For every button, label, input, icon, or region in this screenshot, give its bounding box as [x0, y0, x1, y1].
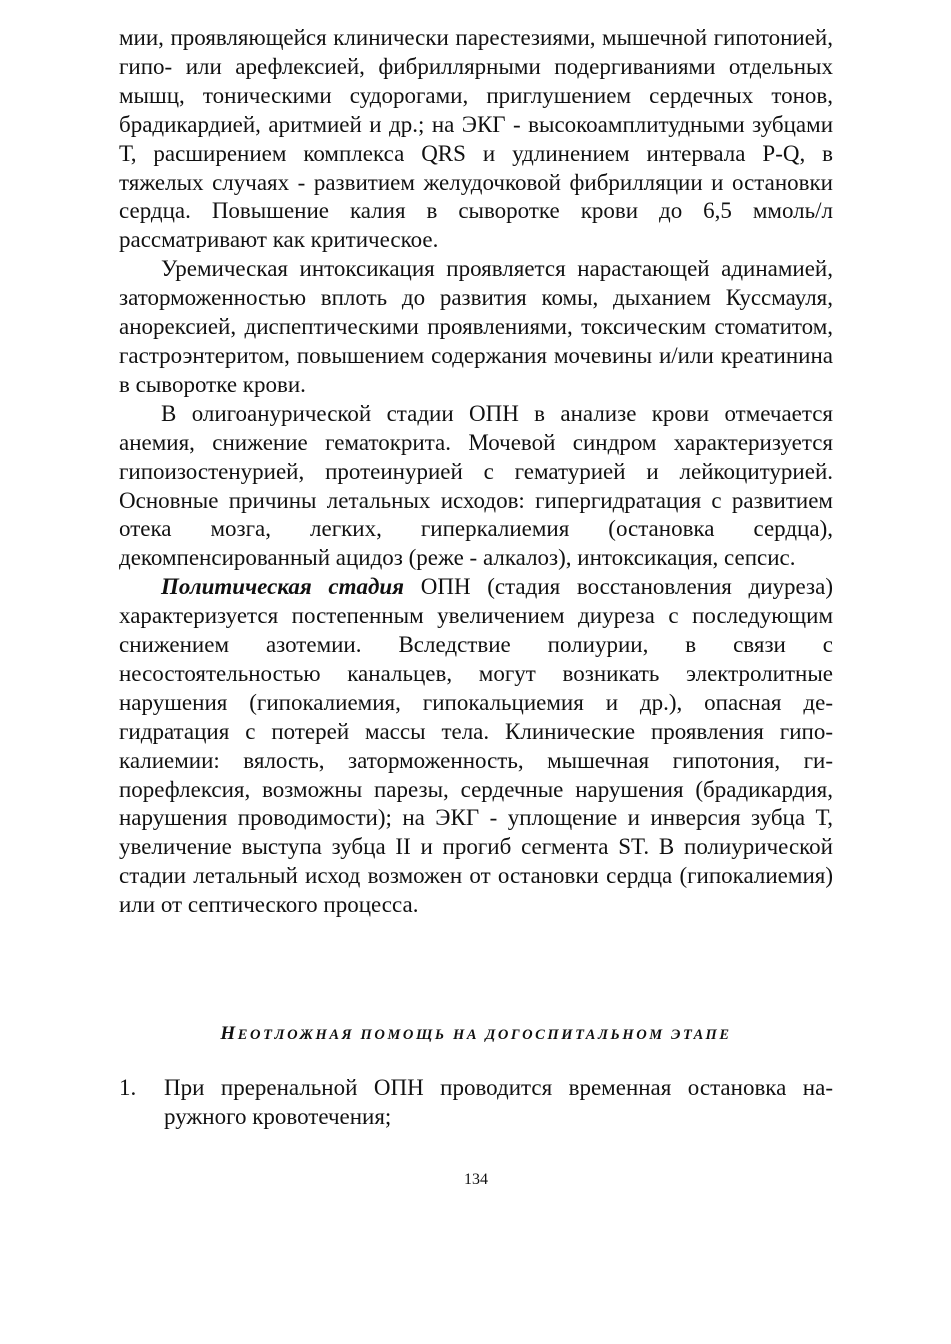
polyuric-stage-text: ОПН (стадия восстановления диуреза) характеризуется постепенным увеличением диуреза с последующим снижением азотемии. Вследствие полиурии, в связи с несостоятельностью канальцев, могут возникать электролитные нарушения (гипокалиемия, гипокальциемия и др.), опасная дегидратация с потерей массы тела. Клинические проявления гипокалиемии: вялость, заторможенность, мышечная гипотония, гипорефлексия, возможны парезы, сердечные нарушения (брадикардия, нарушения проводимости); на ЭКГ - уплощение и инверсия зубца Т, увеличение выступа зубца II и прогиб сегмента ST. В полиурической стадии летальный исход возможен от остановки сердца (гипокалиемия) или от септического процесса.: [119, 574, 833, 918]
page-number: 134: [464, 1171, 488, 1188]
paragraph-hyperkalemia-continuation: мии, проявляющейся клинически парестезиями, мышечной гипотонией, гипо- или арефлексией, фибриллярными подергиваниями отдельных мышц, тоническими судорогами, приглушением сердечных тонов, брадикардией, аритмией и др.; на ЭКГ - высокоамплитудными зубцами Т, расширением комплекса QRS и удлинением интервала P-Q, в тяжелых случаях - развитием желудочковой фибрилляции и остановки сердца. Повышение калия в сыворотке крови до 6,5 ммоль/л рассматривают как критическое.: [119, 25, 833, 253]
list-item-number: 1.: [119, 1075, 137, 1100]
section-heading-first-letter: Н: [220, 1023, 238, 1044]
section-heading-rest: ЕОТЛОЖНАЯ ПОМОЩЬ НА ДОГОСПИТАЛЬНОМ ЭТАПЕ: [237, 1027, 732, 1043]
polyuric-stage-term: Политическая стадия: [161, 574, 405, 600]
document-page: [119, 24, 833, 1188]
list-item: [119, 1074, 833, 1132]
paragraph-oligoanuric-stage: В олигоанурической стадии ОПН в анализе крови отмечается анемия, снижение гематокрита. Мочевой синдром характеризуется гипоизостенурией, протеинурией с гематурией и лейкоцитурией. Основные причины летальных исходов: гипергидратация с развитием отека мозга, легких, гиперкалиемия (остановка сердца), декомпенсированный ацидоз (реже - алкалоз), интоксикация, сепсис.: [119, 400, 833, 571]
list-item-text: При преренальной ОПН проводится временная остановка наружного кровотечения;: [164, 1075, 833, 1129]
emergency-steps-list: [119, 1074, 833, 1132]
section-heading-emergency-care: [119, 1024, 833, 1045]
paragraph-uremic-intoxication: Уремическая интоксикация проявляется нарастающей адинамией, заторможенностью вплоть до развития комы, дыханием Куссмауля, анорексией, диспептическими проявлениями, токсическим стоматитом, гастроэнтеритом, повышением содержания мочевины и/или креатинина в сыворотке крови.: [119, 256, 833, 397]
paragraph-polyuric-stage: [119, 573, 833, 920]
